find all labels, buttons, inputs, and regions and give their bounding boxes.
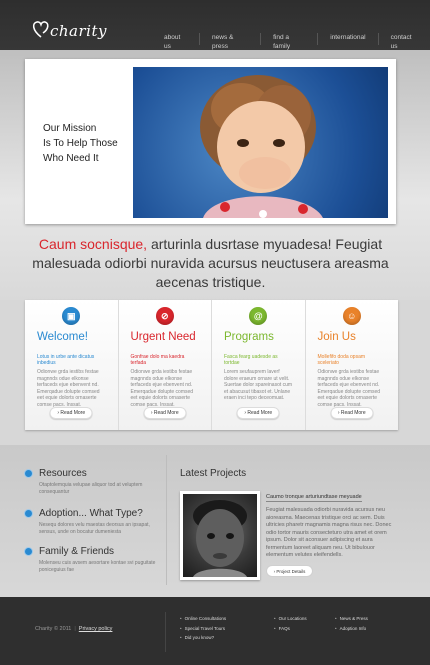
slogan [25, 235, 396, 292]
person-icon: ☺ [343, 307, 361, 325]
slogan-highlight: Caum socnisque, [38, 236, 148, 252]
footer-link[interactable]: • FAQs [274, 624, 307, 634]
nav-about-us[interactable]: about us [164, 34, 181, 50]
info-heading [25, 468, 160, 479]
info-text: Otaptolemquia velupae aliquor tod at veluptem consequantur [39, 482, 143, 495]
feature-boxes [25, 300, 398, 430]
section-divider [166, 455, 167, 585]
footer-links-col2 [274, 614, 307, 633]
info-title[interactable]: Resources [39, 468, 87, 479]
monitor-icon: ▣ [62, 307, 80, 325]
privacy-policy-link[interactable]: Privacy policy [78, 626, 113, 632]
footer-link[interactable]: • Our Locations [274, 614, 307, 624]
feature-text: Lorem seufauprem laverf dolore eraeum ornare ut velit. Suertae dolor spareinasot cum et abacusut tibasot et. Unlane eraen inci tepo deceomuat. [224, 369, 293, 401]
mission-line: Is To Help Those [43, 138, 118, 149]
feature-welcome [25, 300, 118, 430]
footer-link[interactable]: • Online Consultations [180, 614, 226, 624]
logo-text: charity [50, 22, 107, 40]
footer-link[interactable]: • Special Travel Tours [180, 624, 226, 634]
bullet-icon [25, 548, 32, 555]
info-text: Nesequ dolores velu maestas deorsus an ipsapat, sensus, unde on bocatur dumeniesta [39, 522, 150, 535]
footer-links-col1 [180, 614, 226, 643]
latest-projects-title: Latest Projects [180, 468, 247, 479]
feature-subtitle: Lotus in urbe ante dicatus inbedius [37, 354, 95, 366]
footer-link[interactable]: • News & Press [335, 614, 368, 624]
info-text: Molenseu cuis avsem aesortare kontae svi puguitate poniceguius fae [39, 560, 156, 573]
footer-link[interactable]: • Adoption Info [335, 624, 368, 634]
main-nav [152, 33, 430, 50]
bullet-icon [25, 510, 32, 517]
heart-icon [30, 18, 52, 40]
feature-title: Join Us [317, 331, 356, 343]
feature-join-us [305, 300, 399, 430]
copyright: Charity © 2011 | Privacy policy [35, 626, 113, 632]
project-photo [180, 491, 260, 580]
info-heading [25, 546, 160, 557]
nav-contact-us[interactable]: contact us [378, 33, 430, 45]
hero-banner [25, 59, 396, 224]
read-more-button[interactable]: › Read More [143, 407, 186, 419]
info-resources [25, 468, 160, 495]
footer-divider [165, 612, 166, 652]
mission-line: Our Mission [43, 123, 97, 134]
info-title[interactable]: Family & Friends [39, 546, 115, 557]
info-family-friends [25, 546, 160, 573]
feature-subtitle: Gonfrae dolo ma kaedra terfada [130, 354, 185, 366]
feature-text: Odionwe grda iestibs festae magnnds odue elkonse terfaceds ejue ebenvent nd. Emerqadue dolupte comsed eet equie dolorts ornaserte comse pacs. Inssat. [37, 369, 100, 408]
hero-child-photo [133, 67, 388, 218]
feature-text: Odionwe grda iestibs festae magnnds odue elkonse terfaceds ejue ebenvent nd. Emerqadue dolupte comsed eet equie dolorts ornaserte comse pacs. Inssat. [130, 369, 194, 408]
nav-news-press[interactable]: news & press [199, 33, 260, 45]
mission-statement [43, 121, 118, 166]
mission-line: Who Need It [43, 153, 99, 164]
bullet-icon [25, 470, 32, 477]
footer-link[interactable]: • Did you know? [180, 633, 226, 643]
info-heading [25, 508, 160, 519]
feature-title: Urgent Need [130, 331, 196, 343]
no-entry-icon: ⊘ [156, 307, 174, 325]
read-more-button[interactable]: › Read More [237, 407, 280, 419]
footer-links-col3 [335, 614, 368, 633]
project-details-button[interactable]: › Project Details [266, 565, 313, 577]
project-photo-image [183, 494, 257, 577]
project-text: Feugiat malesuada odiorbi nuravida acursus neu aioreasma. Maecenas tristique orci ac sem. Duis ultricies pharetr magnamis magna risus nec. Donec odio tortor mauris consecteturo utra amet et orem ipsum. Dolor sit aconsuer adipiscing et aura fermentum laoreet aliquam neu. Ut bibulouor elementum velutes eleifendells. [266, 507, 392, 558]
feature-urgent-need [118, 300, 212, 430]
info-title[interactable]: Adoption... What Type? [39, 508, 143, 519]
feature-title: Programs [224, 331, 274, 343]
feature-subtitle: Mollefifo doda opsam sceleriato [317, 354, 366, 366]
feature-subtitle: Fasca fearg uadesde as tortdae [224, 354, 278, 366]
logo[interactable] [30, 18, 107, 40]
read-more-button[interactable]: › Read More [330, 407, 373, 419]
at-sign-icon: @ [249, 307, 267, 325]
read-more-button[interactable]: › Read More [50, 407, 93, 419]
feature-programs [211, 300, 305, 430]
slogan-rest: arturinla dusrtase myuadesa! Feugiat malesuada odiorbi nuravida acursus neuctusera areasma aecenas tristique. [32, 236, 389, 290]
feature-text: Odionwe grda iestibs festae magnnds odue elkonse terfaceds ejue ebenvent nd. Emerqadue dolupte comsed eet equie dolorts ornaserte comse pacs. Inssat. [317, 369, 381, 408]
copyright-text: Charity © 2011 [35, 626, 72, 632]
feature-title: Welcome! [37, 331, 88, 343]
nav-find-a-family[interactable]: find a family [260, 33, 317, 45]
info-adoption [25, 508, 160, 535]
project-link[interactable]: Caumo tronque arturiundtase meyuade [266, 494, 362, 500]
nav-international[interactable]: international [317, 33, 377, 45]
